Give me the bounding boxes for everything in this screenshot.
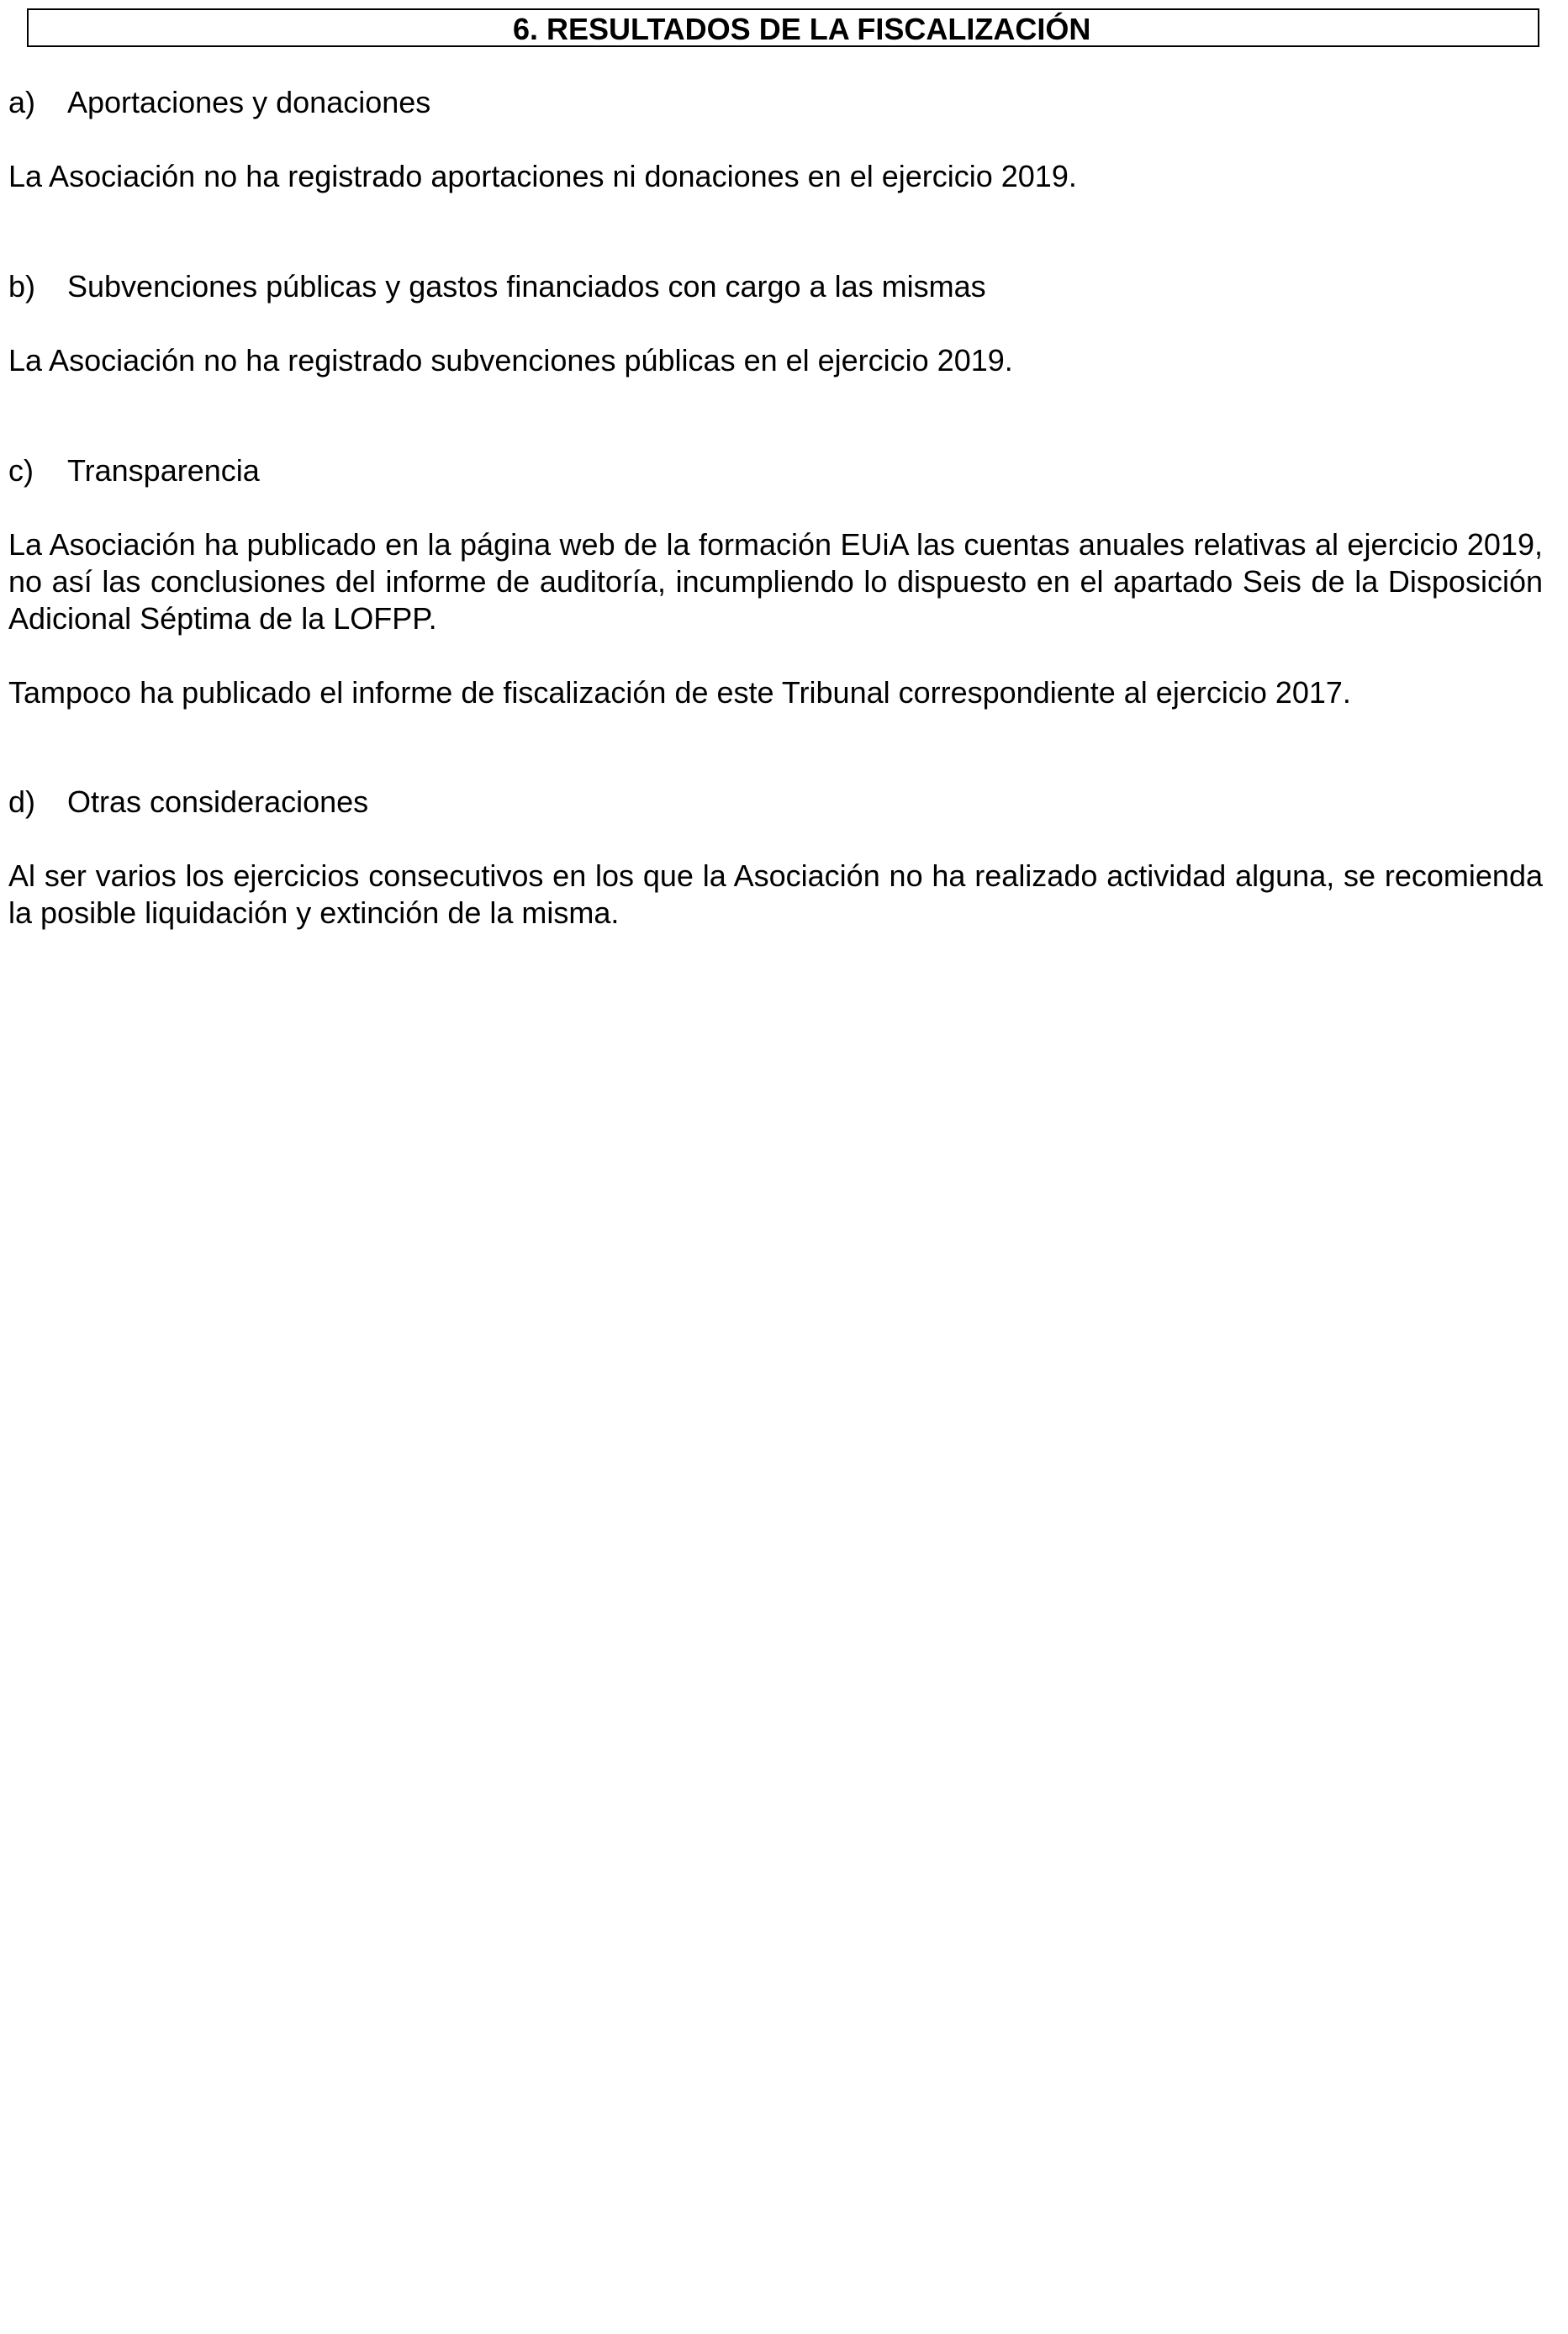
heading-b-letter: b) xyxy=(8,269,36,304)
heading-b xyxy=(8,268,986,305)
heading-a-text: Aportaciones y donaciones xyxy=(67,85,431,119)
heading-c-text: Transparencia xyxy=(67,453,260,488)
paragraph-c-1: La Asociación ha publicado en la página web de la formación EUiA las cuentas anuales relativas al ejercicio 2019, no así las conclusiones del informe de auditoría, incumpliendo lo dispuesto en el apartado Seis de la Disposición Adicional Séptima de la LOFPP. xyxy=(8,527,1543,636)
paragraph-d-1: Al ser varios los ejercicios consecutivos en los que la Asociación no ha realizado actividad alguna, se recomienda la posible liquidación y extinción de la misma. xyxy=(8,858,1543,930)
heading-d-text: Otras consideraciones xyxy=(67,784,369,819)
heading-c-letter: c) xyxy=(8,453,34,488)
heading-a-letter: a) xyxy=(8,85,36,119)
section-title: 6. RESULTADOS DE LA FISCALIZACIÓN xyxy=(513,12,1091,46)
section-title-box xyxy=(27,8,1539,47)
heading-a xyxy=(8,84,430,121)
heading-b-text: Subvenciones públicas y gastos financiados con cargo a las mismas xyxy=(67,269,986,304)
paragraph-a-1: La Asociación no ha registrado aportaciones ni donaciones en el ejercicio 2019. xyxy=(8,159,1077,193)
heading-c xyxy=(8,452,260,489)
paragraph-c-2: Tampoco ha publicado el informe de fiscalización de este Tribunal correspondiente al ejercicio 2017. xyxy=(8,675,1351,710)
heading-d xyxy=(8,784,368,821)
heading-d-letter: d) xyxy=(8,784,36,819)
paragraph-b-1: La Asociación no ha registrado subvenciones públicas en el ejercicio 2019. xyxy=(8,343,1013,378)
